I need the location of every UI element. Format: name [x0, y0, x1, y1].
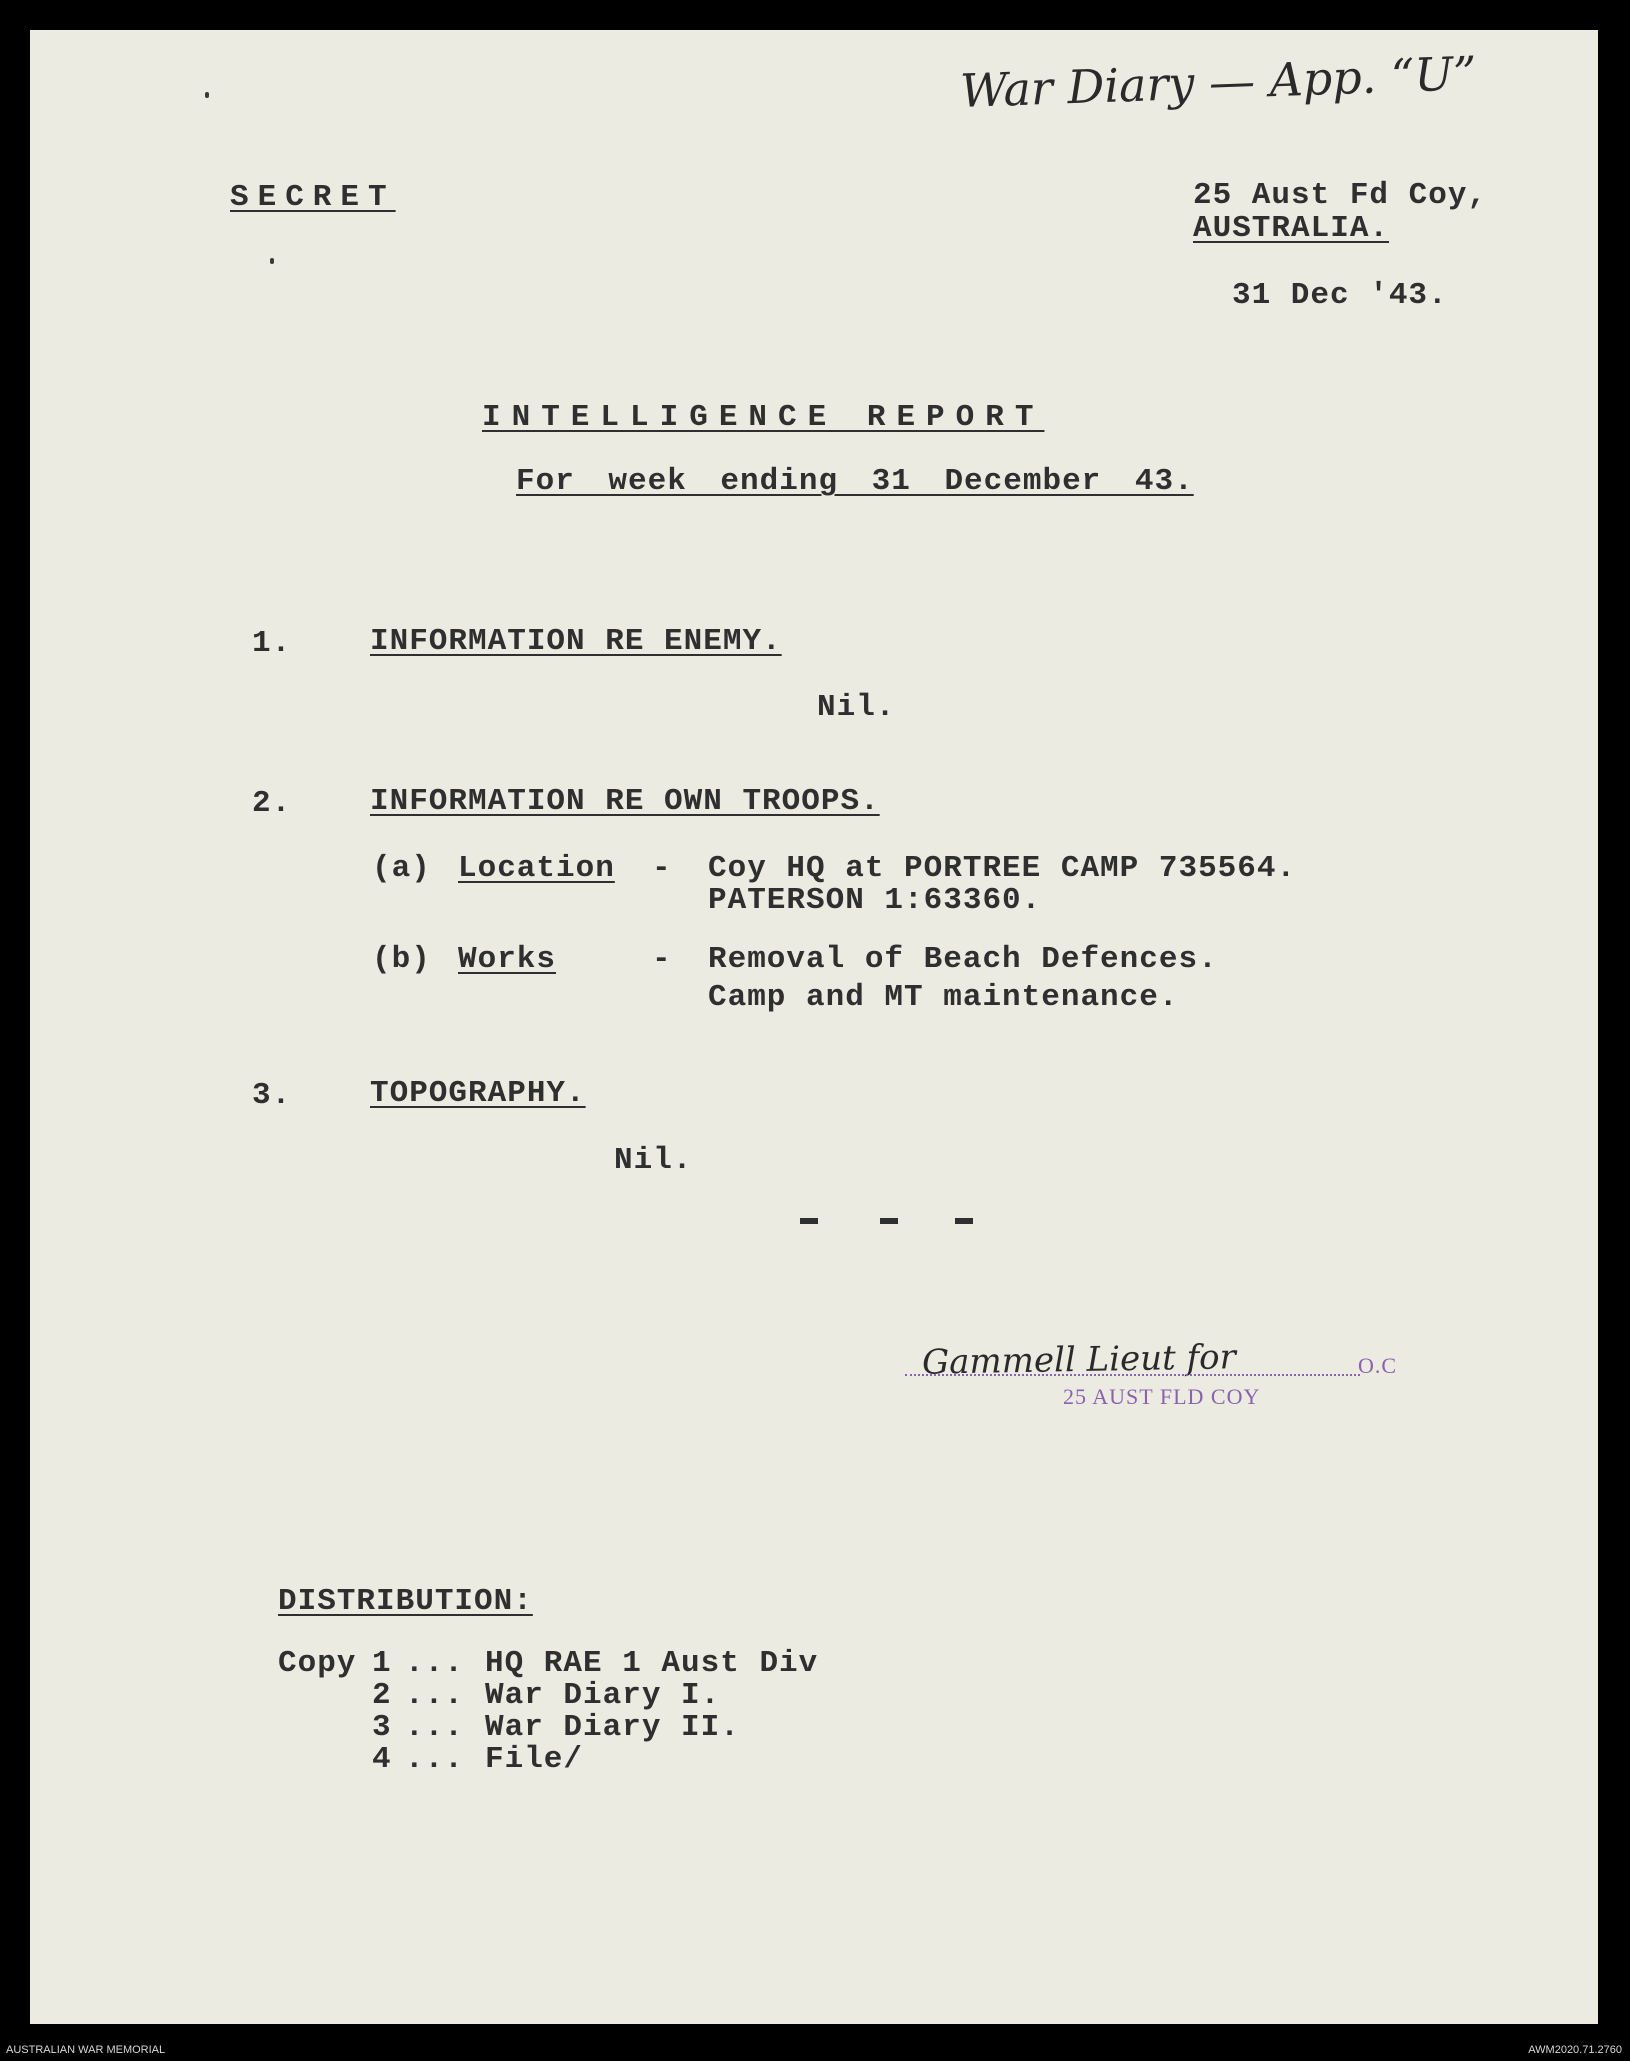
copy-number: 3 [372, 1710, 392, 1745]
separator-dash [955, 1218, 973, 1224]
copy-dots: ... [405, 1710, 464, 1745]
section-1-body: Nil. [817, 690, 896, 725]
item-b-line-1: Removal of Beach Defences. [708, 942, 1218, 977]
copy-recipient: HQ RAE 1 Aust Div [485, 1646, 819, 1681]
separator-dash [800, 1218, 818, 1224]
unit-name: 25 Aust Fd Coy, [1193, 178, 1488, 213]
item-a-label: Location [458, 851, 615, 886]
classification: SECRET [230, 180, 396, 215]
document-page [30, 30, 1598, 2024]
footer-accession-number: AWM2020.71.2760 [1528, 2044, 1622, 2056]
report-subtitle: For week ending 31 December 43. [516, 464, 1194, 499]
footer-source: AUSTRALIAN WAR MEMORIAL [6, 2044, 166, 2056]
section-2-number: 2. [252, 786, 292, 821]
section-3-number: 3. [252, 1078, 292, 1113]
copy-number: 2 [372, 1678, 392, 1713]
report-date: 31 Dec '43. [1232, 278, 1448, 313]
separator-dash [880, 1218, 898, 1224]
section-2-heading: INFORMATION RE OWN TROOPS. [370, 784, 880, 819]
copy-number: 1 [372, 1646, 392, 1681]
copy-label: Copy [278, 1646, 357, 1681]
paper-mark [270, 258, 274, 264]
copy-recipient: War Diary I. [485, 1678, 721, 1713]
paper-mark [205, 92, 209, 98]
unit-stamp: 25 AUST FLD COY [1063, 1384, 1261, 1409]
signature-role: O.C [1358, 1353, 1398, 1378]
copy-recipient: War Diary II. [485, 1710, 740, 1745]
unit-location: AUSTRALIA. [1193, 211, 1390, 246]
item-b-line-2: Camp and MT maintenance. [708, 980, 1179, 1015]
item-a-letter: (a) [372, 851, 431, 886]
item-b-dash: - [652, 942, 672, 977]
section-1-number: 1. [252, 626, 292, 661]
report-title: INTELLIGENCE REPORT [482, 400, 1045, 435]
signature-line [905, 1374, 1360, 1376]
item-a-dash: - [652, 851, 672, 886]
section-3-body: Nil. [614, 1143, 693, 1178]
section-3-heading: TOPOGRAPHY. [370, 1076, 586, 1111]
copy-number: 4 [372, 1742, 392, 1777]
item-b-label: Works [458, 942, 557, 977]
copy-dots: ... [405, 1742, 464, 1777]
copy-dots: ... [405, 1678, 464, 1713]
item-b-letter: (b) [372, 942, 431, 977]
copy-dots: ... [405, 1646, 464, 1681]
item-a-line-1: Coy HQ at PORTREE CAMP 735564. [708, 851, 1297, 886]
signature: Gammell Lieut for [921, 1337, 1237, 1383]
copy-recipient: File/ [485, 1742, 584, 1777]
item-a-line-2: PATERSON 1:63360. [708, 883, 1042, 918]
war-diary-annotation: War Diary — App. “U” [959, 45, 1478, 119]
section-1-heading: INFORMATION RE ENEMY. [370, 624, 782, 659]
distribution-heading: DISTRIBUTION: [278, 1584, 533, 1619]
